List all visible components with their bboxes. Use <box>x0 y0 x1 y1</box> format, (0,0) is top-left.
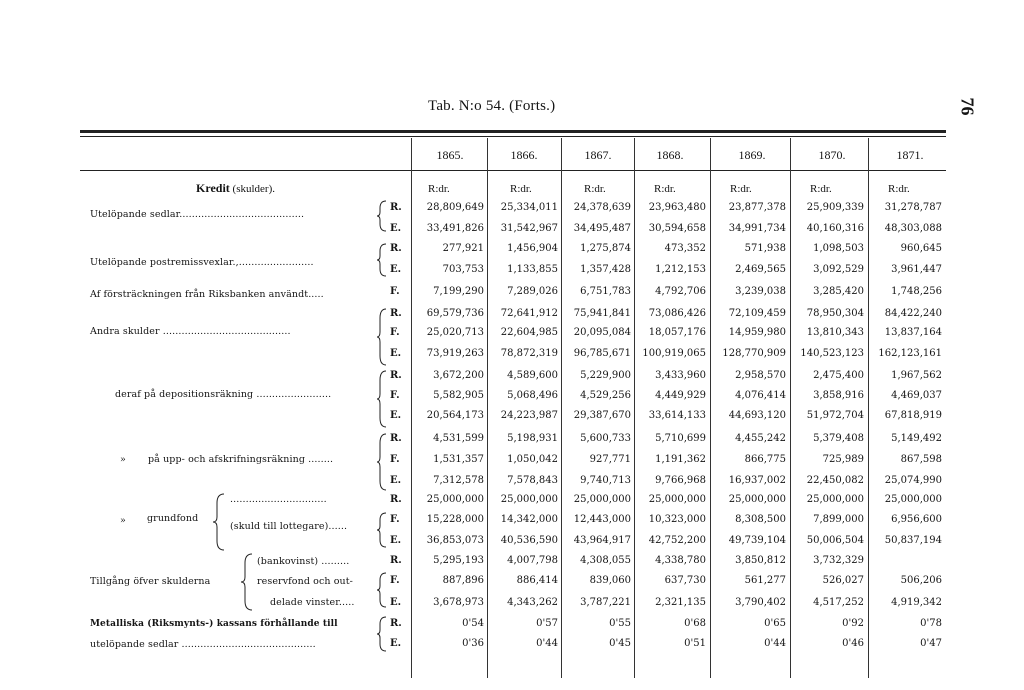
table-cell: 128,770,909 <box>722 348 786 359</box>
table-cell: 30,594,658 <box>648 223 706 234</box>
table-cell: 4,455,242 <box>735 433 786 444</box>
table-cell: 7,199,290 <box>433 286 484 297</box>
year-1870: 1870. <box>818 148 846 162</box>
table-cell: 2,321,135 <box>655 597 706 608</box>
table-cell: 15,228,000 <box>426 514 484 525</box>
table-cell: 24,223,987 <box>500 410 558 421</box>
table-cell: 2,469,565 <box>735 264 786 275</box>
row-code: E. <box>390 348 402 359</box>
label-postremissvexlar: Utelöpande postremissvexlar.,........................ <box>90 257 314 268</box>
label-utelopande-2: utelöpande sedlar ........................................... <box>90 639 316 650</box>
table-cell: 48,303,088 <box>884 223 942 234</box>
brace-group-icon <box>376 370 388 428</box>
table-cell: 50,837,194 <box>884 535 942 546</box>
table-cell: 14,342,000 <box>500 514 558 525</box>
table-cell: 0'44 <box>764 638 786 649</box>
table-cell: 4,531,599 <box>433 433 484 444</box>
table-cell: 2,958,570 <box>735 370 786 381</box>
table-cell: 0'45 <box>609 638 631 649</box>
table-cell: 25,074,990 <box>884 475 942 486</box>
table-cell: 4,449,929 <box>655 390 706 401</box>
brace-group-icon <box>376 616 388 652</box>
row-code: E. <box>390 597 402 608</box>
unit-label: R:dr. <box>654 183 676 195</box>
year-1869: 1869. <box>738 148 766 162</box>
row-code: E. <box>390 264 402 275</box>
table-cell: 866,775 <box>744 454 786 465</box>
table-cell: 25,334,011 <box>500 202 558 213</box>
table-cell: 72,641,912 <box>500 308 558 319</box>
row-code: R. <box>390 618 402 629</box>
table-cell: 42,752,200 <box>648 535 706 546</box>
table-cell: 5,600,733 <box>580 433 631 444</box>
table-cell: 73,919,263 <box>426 348 484 359</box>
row-code: R. <box>390 243 402 254</box>
label-upp-prefix: » <box>120 454 126 465</box>
table-cell: 73,086,426 <box>648 308 706 319</box>
section-heading-main: Kredit <box>196 181 230 195</box>
table-cell: 4,529,256 <box>580 390 631 401</box>
table-cell: 5,379,408 <box>813 433 864 444</box>
table-cell: 0'47 <box>920 638 942 649</box>
table-cell: 29,387,670 <box>573 410 631 421</box>
year-1866: 1866. <box>510 148 538 162</box>
table-cell: 1,531,357 <box>433 454 484 465</box>
table-cell: 49,739,104 <box>728 535 786 546</box>
table-cell: 25,909,339 <box>806 202 864 213</box>
table-cell: 3,092,529 <box>813 264 864 275</box>
label-grundfond-dots: ............................... <box>230 494 327 505</box>
table-cell: 75,941,841 <box>573 308 631 319</box>
table-cell: 526,027 <box>822 575 864 586</box>
section-heading-sub: (skulder). <box>232 183 275 195</box>
label-andra-skulder: Andra skulder ......................................... <box>90 326 291 337</box>
table-cell: 3,672,200 <box>433 370 484 381</box>
table-cell: 22,604,985 <box>500 327 558 338</box>
section-heading <box>196 181 275 196</box>
table-cell: 571,938 <box>744 243 786 254</box>
table-cell: 0'51 <box>684 638 706 649</box>
table-cell: 637,730 <box>664 575 706 586</box>
table-cell: 25,000,000 <box>573 494 631 505</box>
label-grundfond: grundfond <box>147 513 199 524</box>
table-cell: 927,771 <box>589 454 631 465</box>
table-title: Tab. N:o 54. (Forts.) <box>428 98 556 114</box>
table-cell: 3,850,812 <box>735 555 786 566</box>
table-cell: 67,818,919 <box>884 410 942 421</box>
table-cell: 34,495,487 <box>573 223 631 234</box>
table-cell: 0'65 <box>764 618 786 629</box>
table-cell: 43,964,917 <box>573 535 631 546</box>
table-cell: 3,678,973 <box>433 597 484 608</box>
table-cell: 33,491,826 <box>426 223 484 234</box>
column-divider <box>710 138 711 678</box>
table-cell: 5,068,496 <box>507 390 558 401</box>
brace-group-icon <box>240 553 254 611</box>
table-cell: 561,277 <box>744 575 786 586</box>
table-cell: 4,469,037 <box>891 390 942 401</box>
table-cell: 25,000,000 <box>500 494 558 505</box>
table-cell: 34,991,734 <box>728 223 786 234</box>
table-cell: 22,450,082 <box>806 475 864 486</box>
table-cell: 0'44 <box>536 638 558 649</box>
table-cell: 1,098,503 <box>813 243 864 254</box>
table-cell: 3,285,420 <box>813 286 864 297</box>
table-cell: 4,076,414 <box>735 390 786 401</box>
table-cell: 25,000,000 <box>806 494 864 505</box>
table-cell: 1,191,362 <box>655 454 706 465</box>
table-cell: 277,921 <box>442 243 484 254</box>
table-cell: 14,959,980 <box>728 327 786 338</box>
row-code: F. <box>390 575 400 586</box>
brace-group-icon <box>376 200 388 232</box>
table-cell: 12,443,000 <box>573 514 631 525</box>
unit-label: R:dr. <box>888 183 910 195</box>
table-cell: 44,693,120 <box>728 410 786 421</box>
row-code: F. <box>390 286 400 297</box>
row-code: F. <box>390 454 400 465</box>
table-cell: 25,000,000 <box>648 494 706 505</box>
table-cell: 4,589,600 <box>507 370 558 381</box>
table-cell: 3,858,916 <box>813 390 864 401</box>
table-cell: 0'36 <box>462 638 484 649</box>
brace-group-icon <box>376 243 388 277</box>
table-cell: 4,338,780 <box>655 555 706 566</box>
table-cell: 51,972,704 <box>806 410 864 421</box>
table-cell: 4,517,252 <box>813 597 864 608</box>
table-cell: 1,748,256 <box>891 286 942 297</box>
table-cell: 23,963,480 <box>648 202 706 213</box>
table-cell: 506,206 <box>900 575 942 586</box>
table-cell: 0'57 <box>536 618 558 629</box>
table-cell: 4,308,055 <box>580 555 631 566</box>
row-code: R. <box>390 555 402 566</box>
table-cell: 72,109,459 <box>728 308 786 319</box>
table-cell: 4,007,798 <box>507 555 558 566</box>
label-metalliska: Metalliska (Riksmynts-) kassans förhållande till <box>90 619 338 629</box>
top-rule-thick <box>80 130 946 133</box>
column-divider <box>487 138 488 678</box>
table-cell: 40,536,590 <box>500 535 558 546</box>
table-cell: 5,710,699 <box>655 433 706 444</box>
table-cell: 867,598 <box>900 454 942 465</box>
table-cell: 1,050,042 <box>507 454 558 465</box>
column-divider <box>411 138 412 678</box>
table-cell: 703,753 <box>442 264 484 275</box>
table-cell: 1,275,874 <box>580 243 631 254</box>
table-cell: 140,523,123 <box>800 348 864 359</box>
table-cell: 5,295,193 <box>433 555 484 566</box>
row-code: R. <box>390 370 402 381</box>
table-cell: 0'46 <box>842 638 864 649</box>
table-cell: 4,792,706 <box>655 286 706 297</box>
table-cell: 1,133,855 <box>507 264 558 275</box>
label-tillgang: Tillgång öfver skulderna <box>90 576 211 587</box>
unit-label: R:dr. <box>730 183 752 195</box>
table-cell: 36,853,073 <box>426 535 484 546</box>
column-divider <box>868 138 869 678</box>
brace-group-icon <box>212 493 226 551</box>
table-cell: 7,899,000 <box>813 514 864 525</box>
table-cell: 0'78 <box>920 618 942 629</box>
table-cell: 9,766,968 <box>655 475 706 486</box>
table-cell: 7,289,026 <box>507 286 558 297</box>
table-cell: 13,810,343 <box>806 327 864 338</box>
table-cell: 31,542,967 <box>500 223 558 234</box>
column-divider <box>634 138 635 678</box>
table-cell: 10,323,000 <box>648 514 706 525</box>
table-cell: 31,278,787 <box>884 202 942 213</box>
table-cell: 0'54 <box>462 618 484 629</box>
table-cell: 0'92 <box>842 618 864 629</box>
label-grundfond-prefix: » <box>120 515 126 526</box>
row-code: F. <box>390 327 400 338</box>
table-cell: 3,961,447 <box>891 264 942 275</box>
label-depositionsrakning: deraf på depositionsräkning ........................ <box>115 389 332 400</box>
table-cell: 13,837,164 <box>884 327 942 338</box>
row-code: F. <box>390 390 400 401</box>
table-cell: 4,343,262 <box>507 597 558 608</box>
row-code: E. <box>390 638 402 649</box>
table-cell: 3,787,221 <box>580 597 631 608</box>
table-cell: 7,578,843 <box>507 475 558 486</box>
table-cell: 473,352 <box>664 243 706 254</box>
header-rule <box>80 170 946 171</box>
table-cell: 28,809,649 <box>426 202 484 213</box>
table-cell: 20,095,084 <box>573 327 631 338</box>
label-reservfond: reservfond och out- <box>257 576 353 587</box>
label-bankovinst: (bankovinst) ......... <box>257 556 350 567</box>
table-cell: 25,000,000 <box>426 494 484 505</box>
table-cell: 725,989 <box>822 454 864 465</box>
table-cell: 8,308,500 <box>735 514 786 525</box>
column-divider <box>790 138 791 678</box>
row-code: E. <box>390 535 402 546</box>
unit-label: R:dr. <box>510 183 532 195</box>
brace-group-icon <box>376 572 388 608</box>
page-number: 76 <box>957 97 978 116</box>
table-cell: 5,582,905 <box>433 390 484 401</box>
table-cell: 6,751,783 <box>580 286 631 297</box>
table-cell: 69,579,736 <box>426 308 484 319</box>
brace-group-icon <box>376 512 388 548</box>
table-cell: 162,123,161 <box>878 348 942 359</box>
table-cell: 40,160,316 <box>806 223 864 234</box>
table-cell: 886,414 <box>516 575 558 586</box>
table-cell: 5,149,492 <box>891 433 942 444</box>
table-cell: 0'55 <box>609 618 631 629</box>
table-cell: 16,937,002 <box>728 475 786 486</box>
table-cell: 23,877,378 <box>728 202 786 213</box>
table-cell: 3,433,960 <box>655 370 706 381</box>
row-code: E. <box>390 475 402 486</box>
row-code: R. <box>390 433 402 444</box>
table-cell: 7,312,578 <box>433 475 484 486</box>
label-utelopande-sedlar: Utelöpande sedlar........................................ <box>90 209 305 220</box>
table-cell: 50,006,504 <box>806 535 864 546</box>
table-cell: 84,422,240 <box>884 308 942 319</box>
label-forstrackning: Af försträckningen från Riksbanken användt..... <box>90 289 324 300</box>
column-divider <box>561 138 562 678</box>
table-cell: 4,919,342 <box>891 597 942 608</box>
table-cell: 9,740,713 <box>580 475 631 486</box>
table-cell: 25,020,713 <box>426 327 484 338</box>
table-cell: 33,614,133 <box>648 410 706 421</box>
row-code: E. <box>390 410 402 421</box>
table-cell: 96,785,671 <box>573 348 631 359</box>
year-1871: 1871. <box>896 148 924 162</box>
unit-label: R:dr. <box>584 183 606 195</box>
row-code: E. <box>390 223 402 234</box>
brace-group-icon <box>376 308 388 366</box>
row-code: R. <box>390 494 402 505</box>
table-cell: 887,896 <box>442 575 484 586</box>
unit-label: R:dr. <box>810 183 832 195</box>
table-cell: 0'68 <box>684 618 706 629</box>
table-cell: 2,475,400 <box>813 370 864 381</box>
year-1867: 1867. <box>584 148 612 162</box>
table-cell: 6,956,600 <box>891 514 942 525</box>
table-cell: 960,645 <box>900 243 942 254</box>
table-cell: 78,872,319 <box>500 348 558 359</box>
table-cell: 1,212,153 <box>655 264 706 275</box>
table-cell: 78,950,304 <box>806 308 864 319</box>
top-rule-thin <box>80 136 946 137</box>
table-cell: 3,239,038 <box>735 286 786 297</box>
table-cell: 1,357,428 <box>580 264 631 275</box>
table-cell: 100,919,065 <box>642 348 706 359</box>
table-cell: 3,790,402 <box>735 597 786 608</box>
table-cell: 5,229,900 <box>580 370 631 381</box>
table-cell: 24,378,639 <box>573 202 631 213</box>
row-code: R. <box>390 202 402 213</box>
table-cell: 839,060 <box>589 575 631 586</box>
table-cell: 3,732,329 <box>813 555 864 566</box>
table-cell: 1,967,562 <box>891 370 942 381</box>
label-delade-vinster: delade vinster..... <box>270 597 355 608</box>
label-skuld-lottegare: (skuld till lottegare)...... <box>230 521 348 532</box>
table-cell: 5,198,931 <box>507 433 558 444</box>
table-cell: 25,000,000 <box>884 494 942 505</box>
label-afskrifningsrakning: på upp- och afskrifningsräkning ........ <box>148 454 334 465</box>
unit-label: R:dr. <box>428 183 450 195</box>
row-code: R. <box>390 308 402 319</box>
table-cell: 18,057,176 <box>648 327 706 338</box>
brace-group-icon <box>376 433 388 491</box>
table-cell: 25,000,000 <box>728 494 786 505</box>
year-1868: 1868. <box>656 148 684 162</box>
table-cell: 20,564,173 <box>426 410 484 421</box>
year-1865: 1865. <box>436 148 464 162</box>
row-code: F. <box>390 514 400 525</box>
table-cell: 1,456,904 <box>507 243 558 254</box>
